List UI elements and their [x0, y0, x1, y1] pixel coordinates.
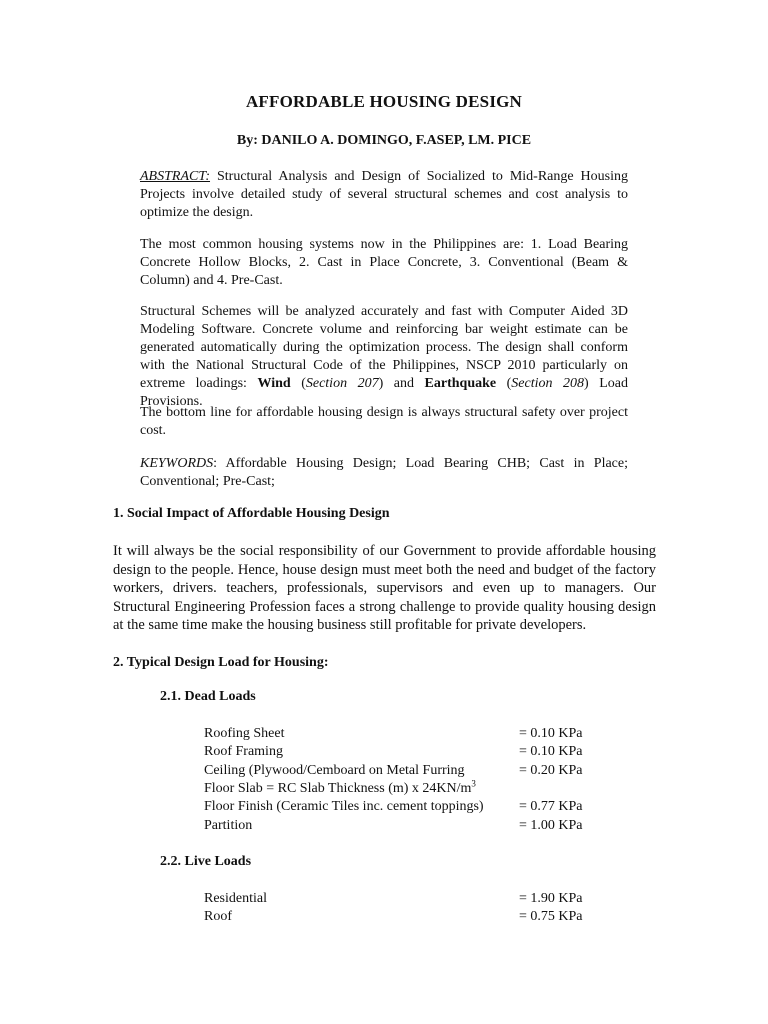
load-name: Ceiling (Plywood/Cemboard on Metal Furring: [204, 763, 465, 778]
document-title: AFFORDABLE HOUSING DESIGN: [245, 92, 523, 111]
abstract-label: ABSTRACT:: [140, 169, 211, 184]
load-name: Partition: [204, 818, 253, 833]
load-value: = 0.77 KPa: [519, 799, 583, 814]
load-value: = 1.00 KPa: [519, 818, 583, 833]
author-byline: By: DANILO A. DOMINGO, F.ASEP, LM. PICE: [236, 133, 532, 148]
floor-slab-formula: Floor Slab = RC Slab Thickness (m) x 24KN/m: [204, 781, 472, 796]
load-name: Roof: [204, 909, 232, 924]
schemes-text: Structural Schemes will be analyzed accurately and fast with Computer Aided 3D Modeling Software. Concrete volume and reinforcing bar weight estimate can be generated automatically during the optimization process. The design shall conform with the National Structural Code of the Philippines, NSCP 2010 particularly on extreme loadings:: [140, 304, 628, 391]
abstract-paragraph: [140, 168, 628, 222]
keywords-label: KEYWORDS: [140, 456, 214, 471]
load-value: = 0.10 KPa: [519, 744, 583, 759]
keywords-paragraph: [140, 455, 628, 491]
wind-label: Wind: [257, 376, 291, 391]
section-1-body: It will always be the social responsibility of our Government to provide affordable housing design to the people. Hence, house design must meet both the need and budget of the factory workers, drivers. teachers, professionals, supervisors and even up to managers. Our Structural Engineering Profession faces a strong challenge to provide quality housing design at the same time make the housing business still profitable for private developers.: [113, 543, 656, 633]
load-name: [204, 780, 476, 798]
load-row: [204, 743, 624, 761]
cube-superscript: 3: [471, 778, 476, 789]
load-row: [204, 725, 624, 743]
section-1-heading: 1. Social Impact of Affordable Housing Design: [113, 506, 390, 521]
load-row: [204, 908, 624, 926]
earthquake-section: Section 208: [511, 376, 585, 391]
load-name: Roofing Sheet: [204, 726, 285, 741]
earthquake-label: Earthquake: [424, 376, 497, 391]
load-row: [204, 817, 624, 835]
bottom-line-paragraph: The bottom line for affordable housing design is always structural safety over project cost.: [140, 405, 628, 438]
load-provisions-text: Load Provisions.: [140, 376, 628, 409]
abstract-text: Structural Analysis and Design of Socialized to Mid-Range Housing Projects involve detailed study of several structural schemes and cost analysis to optimize the design.: [140, 169, 629, 220]
load-value: = 0.20 KPa: [519, 763, 583, 778]
structural-schemes-paragraph: Structural Schemes will be analyzed accurately and fast with Computer Aided 3D Modeling Software. Concrete volume and reinforcing bar weight estimate can be generated automatically during the optimization process. The design shall conform with the National Structural Code of the Philippines, NSCP 2010 particularly on extreme loadings: Wind (Section 207) and Earthquake (Section 208) Load Provisions.: [140, 304, 628, 409]
load-row: [204, 890, 624, 908]
housing-systems-paragraph: The most common housing systems now in the Philippines are: 1. Load Bearing Concrete Hollow Blocks, 2. Cast in Place Concrete, 3. Conventional (Beam & Column) and 4. Pre-Cast.: [140, 237, 628, 288]
wind-section: Section 207: [305, 376, 379, 391]
load-name: Floor Finish (Ceramic Tiles inc. cement toppings): [204, 799, 484, 814]
load-value: = 0.10 KPa: [519, 726, 583, 741]
dead-loads-heading: 2.1. Dead Loads: [160, 689, 256, 704]
keywords-text: : Affordable Housing Design; Load Bearing CHB; Cast in Place; Conventional; Pre-Cast;: [140, 456, 628, 489]
load-row: [204, 780, 624, 798]
and-text: and: [383, 376, 425, 391]
load-row: [204, 762, 624, 780]
load-value: = 1.90 KPa: [519, 891, 583, 906]
live-loads-heading: 2.2. Live Loads: [160, 854, 252, 869]
load-name: Residential: [204, 891, 267, 906]
section-2-heading: 2. Typical Design Load for Housing:: [113, 655, 329, 670]
load-name: Roof Framing: [204, 744, 283, 759]
load-row: [204, 798, 624, 816]
load-value: = 0.75 KPa: [519, 909, 583, 924]
